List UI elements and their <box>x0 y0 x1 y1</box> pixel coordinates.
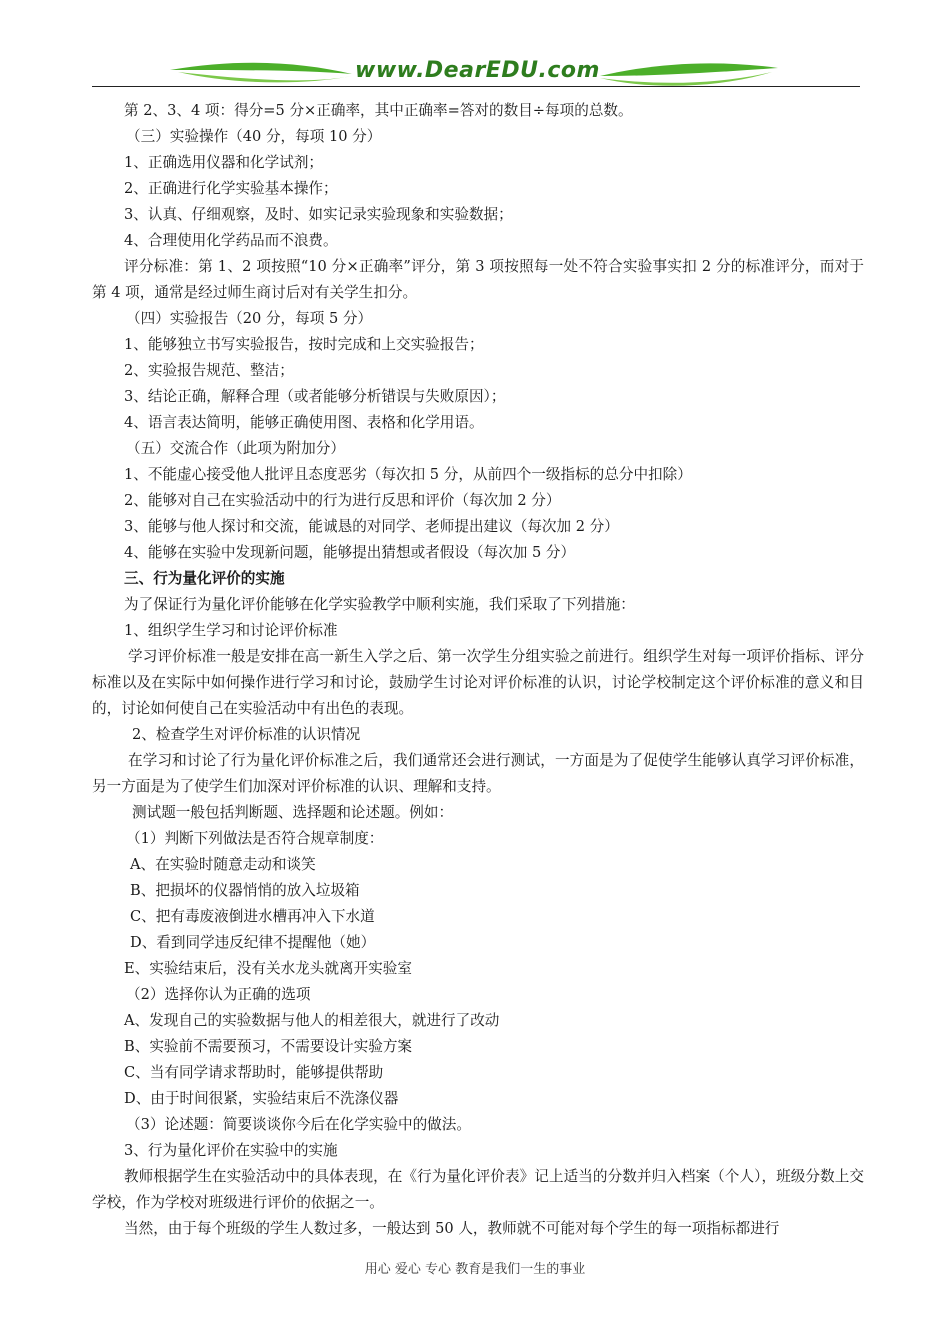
paragraph: 学习评价标准一般是安排在高一新生入学之后、第一次学生分组实验之前进行。组织学生对每一项评价指标、评分标准以及在实际中如何操作进行学习和讨论，鼓励学生讨论对评价标准的认识，讨论学校制定这个评价标准的意义和目的，讨论如何使自己在实验活动中有出色的表现。 <box>92 648 864 717</box>
paragraph: 教师根据学生在实验活动中的具体表现，在《行为量化评价表》记上适当的分数并归入档案（个人），班级分数上交学校，作为学校对班级进行评价的依据之一。 <box>92 1168 864 1211</box>
paragraph: A、在实验时随意走动和谈笑 <box>130 856 316 873</box>
paragraph: （三）实验操作（40 分，每项 10 分） <box>126 128 382 145</box>
paragraph: D、由于时间很紧，实验结束后不洗涤仪器 <box>124 1090 399 1107</box>
paragraph: 当然，由于每个班级的学生人数过多，一般达到 50 人，教师就不可能对每个学生的每一项指标都进行 <box>124 1220 780 1237</box>
paragraph: 4、语言表达简明，能够正确使用图、表格和化学用语。 <box>124 414 484 431</box>
paragraph: （2）选择你认为正确的选项 <box>126 986 311 1003</box>
page-header <box>0 0 950 92</box>
paragraph: 4、能够在实验中发现新问题，能够提出猜想或者假设（每次加 5 分） <box>124 544 576 561</box>
paragraph: 2、能够对自己在实验活动中的行为进行反思和评价（每次加 2 分） <box>124 492 561 509</box>
paragraph: 4、合理使用化学药品而不浪费。 <box>124 232 338 249</box>
paragraph: 为了保证行为量化评价能够在化学实验教学中顺利实施，我们采取了下列措施： <box>124 596 635 613</box>
paragraph: 3、结论正确，解释合理（或者能够分析错误与失败原因）； <box>124 388 506 405</box>
paragraph: D、看到同学违反纪律不提醒他（她） <box>130 934 376 951</box>
paragraph: E、实验结束后，没有关水龙头就离开实验室 <box>124 960 412 977</box>
paragraph: 评分标准：第 1、2 项按照“10 分×正确率”评分，第 3 项按照每一处不符合实验事实扣 2 分的标准评分，而对于第 4 项，通常是经过师生商讨后对有关学生扣分。 <box>92 258 864 301</box>
paragraph: C、当有同学请求帮助时，能够提供帮助 <box>124 1064 384 1081</box>
document-body <box>92 98 864 1242</box>
paragraph: 3、能够与他人探讨和交流，能诚恳的对同学、老师提出建议（每次加 2 分） <box>124 518 619 535</box>
paragraph: C、把有毒废液倒进水槽再冲入下水道 <box>130 908 375 925</box>
paragraph: 测试题一般包括判断题、选择题和论述题。例如： <box>132 804 454 821</box>
section-heading: 三、行为量化评价的实施 <box>124 570 285 587</box>
paragraph: B、把损坏的仪器悄悄的放入垃圾箱 <box>130 882 360 899</box>
paragraph: 1、组织学生学习和讨论评价标准 <box>124 622 338 639</box>
paragraph: 1、能够独立书写实验报告，按时完成和上交实验报告； <box>124 336 484 353</box>
paragraph: 2、正确进行化学实验基本操作； <box>124 180 338 197</box>
paragraph: （1）判断下列做法是否符合规章制度： <box>126 830 384 847</box>
header-rule <box>92 86 860 87</box>
paragraph: 2、实验报告规范、整洁； <box>124 362 294 379</box>
paragraph: 3、认真、仔细观察，及时、如实记录实验现象和实验数据； <box>124 206 513 223</box>
paragraph: （3）论述题：简要谈谈你今后在化学实验中的做法。 <box>126 1116 471 1133</box>
paragraph: 第 2、3、4 项：得分=5 分×正确率，其中正确率=答对的数目÷每项的总数。 <box>124 102 633 119</box>
paragraph: B、实验前不需要预习，不需要设计实验方案 <box>124 1038 413 1055</box>
paragraph: （五）交流合作（此项为附加分） <box>126 440 345 457</box>
paragraph: 1、不能虚心接受他人批评且态度恶劣（每次扣 5 分，从前四个一级指标的总分中扣除） <box>124 466 692 483</box>
page-footer: 用心 爱心 专心 教育是我们一生的事业 <box>364 1262 586 1277</box>
paragraph: 2、检查学生对评价标准的认识情况 <box>132 726 361 743</box>
brand-logo-text: www.DearEDU.com <box>355 58 600 83</box>
paragraph: 3、行为量化评价在实验中的实施 <box>124 1142 338 1159</box>
paragraph: （四）实验报告（20 分，每项 5 分） <box>126 310 373 327</box>
paragraph: 1、正确选用仪器和化学试剂； <box>124 154 324 171</box>
paragraph: 在学习和讨论了行为量化评价标准之后，我们通常还会进行测试，一方面是为了促使学生能够认真学习评价标准，另一方面是为了使学生们加深对评价标准的认识、理解和支持。 <box>92 752 864 795</box>
paragraph: A、发现自己的实验数据与他人的相差很大，就进行了改动 <box>124 1012 500 1029</box>
